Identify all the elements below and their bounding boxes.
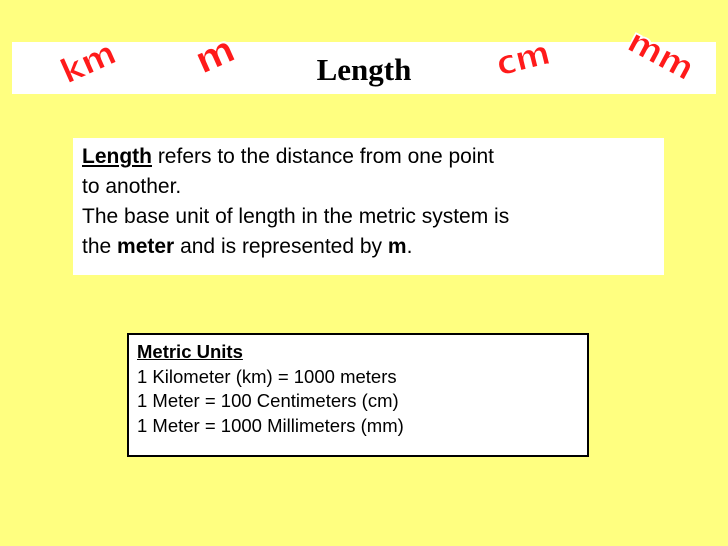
metric-units-heading: Metric Units bbox=[137, 341, 243, 362]
definition-line-4-mid: and is represented by bbox=[174, 235, 388, 258]
definition-box bbox=[73, 138, 664, 275]
unit-word-km: km bbox=[54, 33, 122, 93]
unit-word-cm: cm bbox=[491, 33, 554, 85]
metric-unit-line-km: 1 Kilometer (km) = 1000 meters bbox=[137, 365, 397, 387]
unit-word-mm: mm bbox=[620, 21, 701, 89]
definition-line-1-text: refers to the distance from one point bbox=[151, 145, 495, 168]
unit-word-m: m bbox=[187, 27, 241, 83]
metric-unit-line-mm: 1 Meter = 1000 Millimeters (mm) bbox=[137, 414, 404, 436]
definition-line-4-end: . bbox=[406, 235, 413, 258]
definition-line-4-pre: the bbox=[82, 235, 118, 258]
metric-units-box bbox=[127, 333, 589, 457]
definition-term: Length bbox=[82, 145, 152, 168]
definition-unit-symbol: m bbox=[387, 235, 407, 258]
metric-unit-line-cm: 1 Meter = 100 Centimeters (cm) bbox=[137, 390, 399, 411]
definition-line-2: to another. bbox=[82, 175, 182, 198]
page-title: Length bbox=[316, 52, 412, 87]
definition-line-1 bbox=[82, 142, 664, 172]
definition-line-4 bbox=[82, 232, 664, 262]
definition-base-unit: meter bbox=[117, 235, 175, 258]
definition-line-3: The base unit of length in the metric system is bbox=[82, 205, 510, 228]
